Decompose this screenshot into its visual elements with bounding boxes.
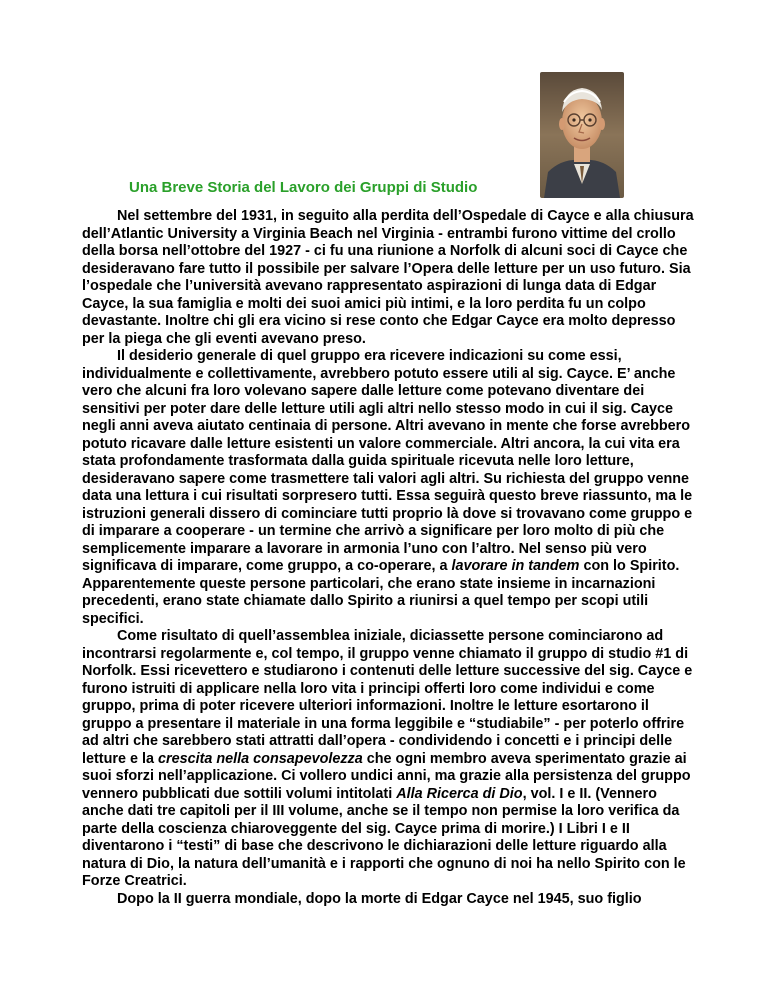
document-title: Una Breve Storia del Lavoro dei Gruppi di Studio <box>129 179 478 196</box>
document-body <box>82 208 700 908</box>
paragraph <box>82 891 700 909</box>
paragraph-text: con lo Spirito. Apparentemente queste persone particolari, che erano state insieme in incarnazioni precedenti, erano state chiamate dallo Spirito a riunirsi a quel tempo per scopi utili specifici. <box>82 558 680 627</box>
paragraph-text: Nel settembre del 1931, in seguito alla perdita dell’Ospedale di Cayce e alla chiusura dell’Atlantic University a Virginia Beach nel Virginia - entrambi furono vittime del crollo della borsa nell’ottobre del 1927 - ci fu una riunione a Norfolk di alcuni soci di Cayce che desideravano fare tutto il possibile per salvare l’Opera delle letture per un uso futuro. Sia l’ospedale che l’università avevano rappresentato aspirazioni di lunga data di Edgar Cayce, la sua famiglia e molti dei suoi amici più intimi, e la loro perdita fu un colpo devastante. Inoltre chi gli era vicino si rese conto che Edgar Cayce era molto depresso per la piega che gli eventi avevano preso. <box>82 208 694 347</box>
italic-phrase: Alla Ricerca di Dio <box>396 785 523 802</box>
paragraph-text: Dopo la II guerra mondiale, dopo la morte di Edgar Cayce nel 1945, suo figlio <box>117 890 642 907</box>
paragraph-text: che ogni membro aveva sperimentato grazie ai suoi sforzi nell’applicazione. Ci vollero undici anni, ma grazie alla persistenza del gruppo vennero pubblicati due sottili volumi intitolati <box>82 750 691 802</box>
paragraph <box>82 628 700 891</box>
italic-phrase: crescita nella consapevolezza <box>157 750 363 767</box>
portrait-photo <box>540 72 624 198</box>
paragraph <box>82 208 700 348</box>
paragraph-text: Il desiderio generale di quel gruppo era ricevere indicazioni su come essi, individualmente e collettivamente, avrebbero potuto essere utili al sig. Cayce. E’ anche vero che alcuni fra loro volevano sapere dalle letture come potevano diventare dei sensitivi per poter dare delle letture utili agli altri nello stesso modo in cui il sig. Cayce negli anni aveva aiutato centinaia di persone. Altri avevano in mente che forse avrebbero potuto ricavare dalle letture esistenti un valore commerciale. Altri ancora, la cui vita era stata profondamente trasformata dalla guida spirituale ricevuta nelle loro letture, desideravano sapere come trasmettere tali valori agli altri. Su richiesta del gruppo venne data una lettura i cui risultati sorpresero tutti. Essa seguirà questo breve riassunto, ma le istruzioni generali dissero di cominciare tutti proprio là dove si trovavano come gruppo e di imparare a cooperare - un termine che arrivò a significare per loro molto di più che semplicemente imparare a lavorare in armonia l’uno con l’altro. Nel senso più vero significava di imparare, come gruppo, a co-operare, a <box>82 348 693 574</box>
paragraph-text: , vol. I e II. (Vennero anche dati tre capitoli per il III volume, anche se il tempo non permise la loro verifica da parte della coscienza chiaroveggente del sig. Cayce prima di morire.) I Libri I e II diventarono i “testi” di base che descrivono le dichiarazioni delle letture riguardo alla natura di Dio, la natura dell’umanità e i rapporti che ognuno di noi ha nello Spirito con le Forze Creatrici. <box>82 785 686 889</box>
paragraph-text: Come risultato di quell’assemblea iniziale, diciassette persone cominciarono ad incontrarsi regolarmente e, col tempo, il gruppo venne chiamato il gruppo di studio #1 di Norfolk. Essi ricevettero e studiarono i contenuti delle letture successive del sig. Cayce e furono istruiti di applicare nella loro vita i principi offerti loro come individui e come gruppo, prima di poter ricevere ulteriori informazioni. Inoltre le letture esortarono il gruppo a presentare il materiale in una forma leggibile e “studiabile” - per poterlo offrire ad altri che sarebbero stati attratti dall’opera - condividendo i concetti e i principi delle letture e la <box>82 628 693 767</box>
portrait-photo-icon <box>540 72 624 198</box>
paragraph <box>82 348 700 628</box>
italic-phrase: lavorare in tandem <box>451 558 580 574</box>
